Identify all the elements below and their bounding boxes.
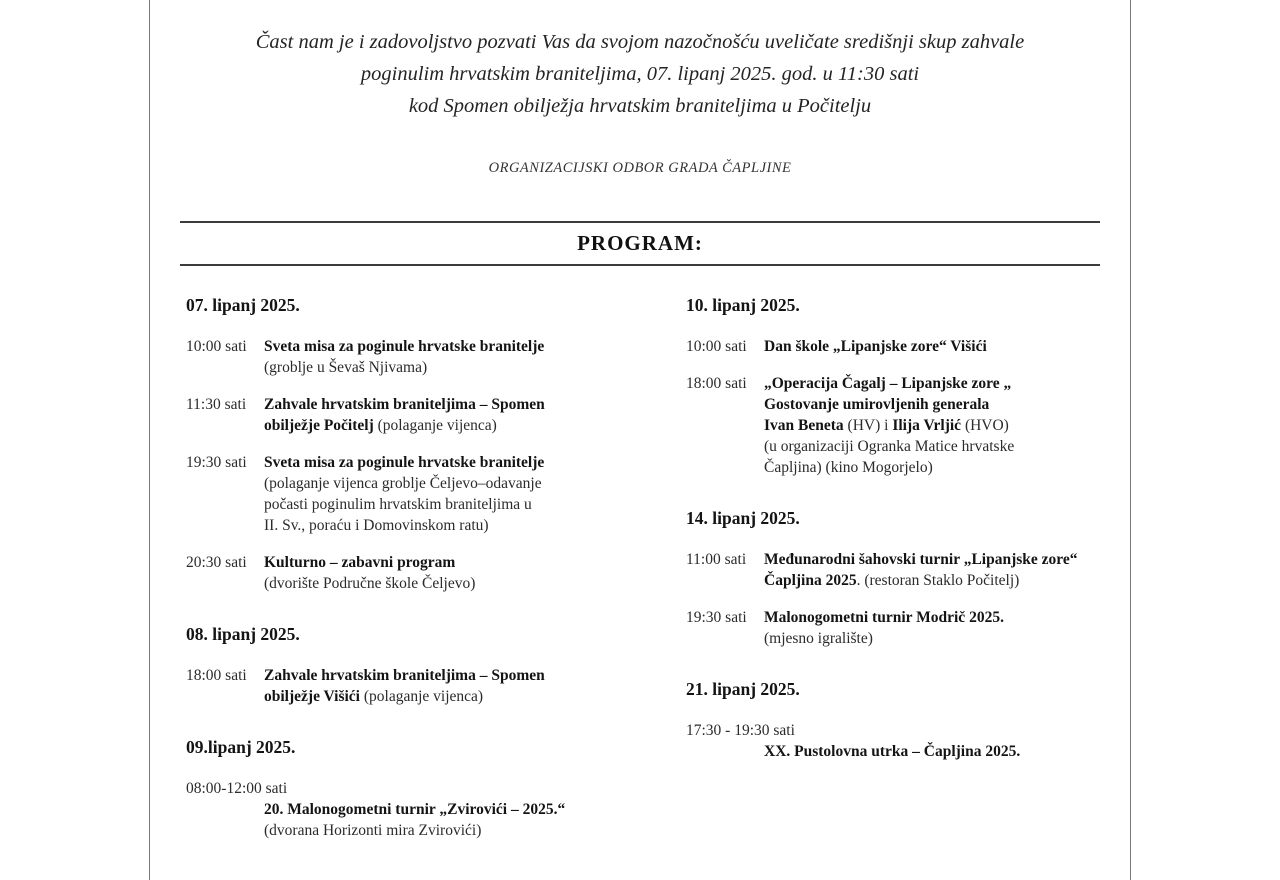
program-entry (186, 336, 661, 378)
program-title: PROGRAM: (577, 231, 703, 255)
program-entry (186, 394, 661, 436)
entry-time: 10:00 sati (686, 338, 747, 355)
entry-text-line: Zahvale hrvatskim braniteljima – Spomen (264, 667, 545, 684)
program-section (186, 624, 661, 707)
entry-text (264, 394, 545, 436)
entry-text (264, 336, 544, 378)
entry-text-line: Međunarodni šahovski turnir „Lipanjske zore“ (764, 551, 1078, 568)
entry-text (264, 665, 545, 707)
entry-time: 17:30 - 19:30 sati (686, 722, 795, 739)
left-page-border (149, 0, 150, 880)
entry-text-line: Gostovanje umirovljenih generala (764, 396, 990, 413)
invitation-line-3: kod Spomen obilježja hrvatskim braniteljima u Počitelju (408, 95, 872, 117)
program-entry (686, 336, 1131, 357)
entry-text-line: Kulturno – zabavni program (264, 554, 456, 571)
program-section (686, 295, 1131, 478)
entry-text (686, 741, 1131, 762)
entry-text-line: (groblje u Ševaš Njivama) (264, 359, 428, 376)
entry-text (264, 452, 544, 536)
entry-text (764, 336, 987, 357)
program-entry (686, 549, 1131, 591)
entry-text-line: (u organizaciji Ogranka Matice hrvatske (764, 438, 1015, 455)
program-entry (686, 373, 1131, 478)
section-date: 14. lipanj 2025. (686, 508, 800, 528)
section-date: 10. lipanj 2025. (686, 295, 800, 315)
entry-time: 19:30 sati (186, 454, 247, 471)
entry-text-line: Zahvale hrvatskim braniteljima – Spomen (264, 396, 545, 413)
program-entry (186, 778, 661, 841)
entry-text-line: Čapljina 2025. (restoran Staklo Počitelj) (764, 572, 1020, 589)
entry-text-line: (polaganje vijenca groblje Čeljevo–odavanje (264, 475, 542, 492)
entry-text-line: II. Sv., poraću i Domovinskom ratu) (264, 517, 489, 534)
program-header (180, 221, 1100, 266)
entry-text-line: počasti poginulim hrvatskim braniteljima u (264, 496, 532, 513)
program-section (186, 737, 661, 841)
entry-text (264, 552, 475, 594)
entry-text-line: obilježje Višići (polaganje vijenca) (264, 688, 484, 705)
section-date: 07. lipanj 2025. (186, 295, 300, 315)
section-date: 21. lipanj 2025. (686, 679, 800, 699)
program-entry (186, 452, 661, 536)
entry-text-line: (dvorište Područne škole Čeljevo) (264, 575, 476, 592)
program-entry (686, 607, 1131, 649)
program-section (686, 508, 1131, 649)
entry-text (186, 799, 661, 841)
entry-text-line: obilježje Počitelj (polaganje vijenca) (264, 417, 497, 434)
organizer-line: ORGANIZACIJSKI ODBOR GRADA ČAPLJINE (488, 160, 792, 176)
section-date: 09.lipanj 2025. (186, 737, 296, 757)
invitation-line-1: Čast nam je i zadovoljstvo pozvati Vas da svojom nazočnošću uveličate središnji skup zahvale (255, 31, 1025, 53)
program-entry (186, 665, 661, 707)
entry-text-line: „Operacija Čagalj – Lipanjske zore „ (764, 375, 1012, 392)
entry-time: 08:00-12:00 sati (186, 780, 288, 797)
entry-text-line: XX. Pustolovna utrka – Čapljina 2025. (764, 743, 1021, 760)
entry-text (764, 373, 1014, 478)
program-entry (686, 720, 1131, 762)
entry-text-line: Čapljina) (kino Mogorjelo) (764, 459, 933, 476)
section-date: 08. lipanj 2025. (186, 624, 300, 644)
entry-time: 10:00 sati (186, 338, 247, 355)
entry-text-line: Sveta misa za poginule hrvatske branitelje (264, 454, 545, 471)
invitation-text (150, 26, 1130, 122)
entry-text-line: Dan škole „Lipanjske zore“ Višići (764, 338, 987, 355)
entry-text-line: (dvorana Horizonti mira Zvirovići) (264, 822, 482, 839)
entry-text-line: (mjesno igralište) (764, 630, 873, 647)
entry-text-line: 20. Malonogometni turnir „Zvirovići – 2025.“ (264, 801, 566, 818)
entry-time: 19:30 sati (686, 609, 747, 626)
program-section (186, 295, 661, 594)
entry-text (764, 607, 1004, 649)
entry-time: 18:00 sati (686, 375, 747, 392)
program-column-left (186, 295, 661, 871)
entry-text-line: Sveta misa za poginule hrvatske branitelje (264, 338, 545, 355)
entry-time: 11:30 sati (186, 396, 247, 413)
invitation-line-2: poginulim hrvatskim braniteljima, 07. lipanj 2025. god. u 11:30 sati (360, 63, 920, 85)
entry-time: 18:00 sati (186, 667, 247, 684)
entry-text-line: Ivan Beneta (HV) i Ilija Vrljić (HVO) (764, 417, 1009, 434)
entry-time: 20:30 sati (186, 554, 247, 571)
entry-text-line: Malonogometni turnir Modrič 2025. (764, 609, 1004, 626)
entry-time: 11:00 sati (686, 551, 747, 568)
program-entry (186, 552, 661, 594)
program-column-right (686, 295, 1131, 792)
program-section (686, 679, 1131, 762)
entry-text (764, 549, 1078, 591)
